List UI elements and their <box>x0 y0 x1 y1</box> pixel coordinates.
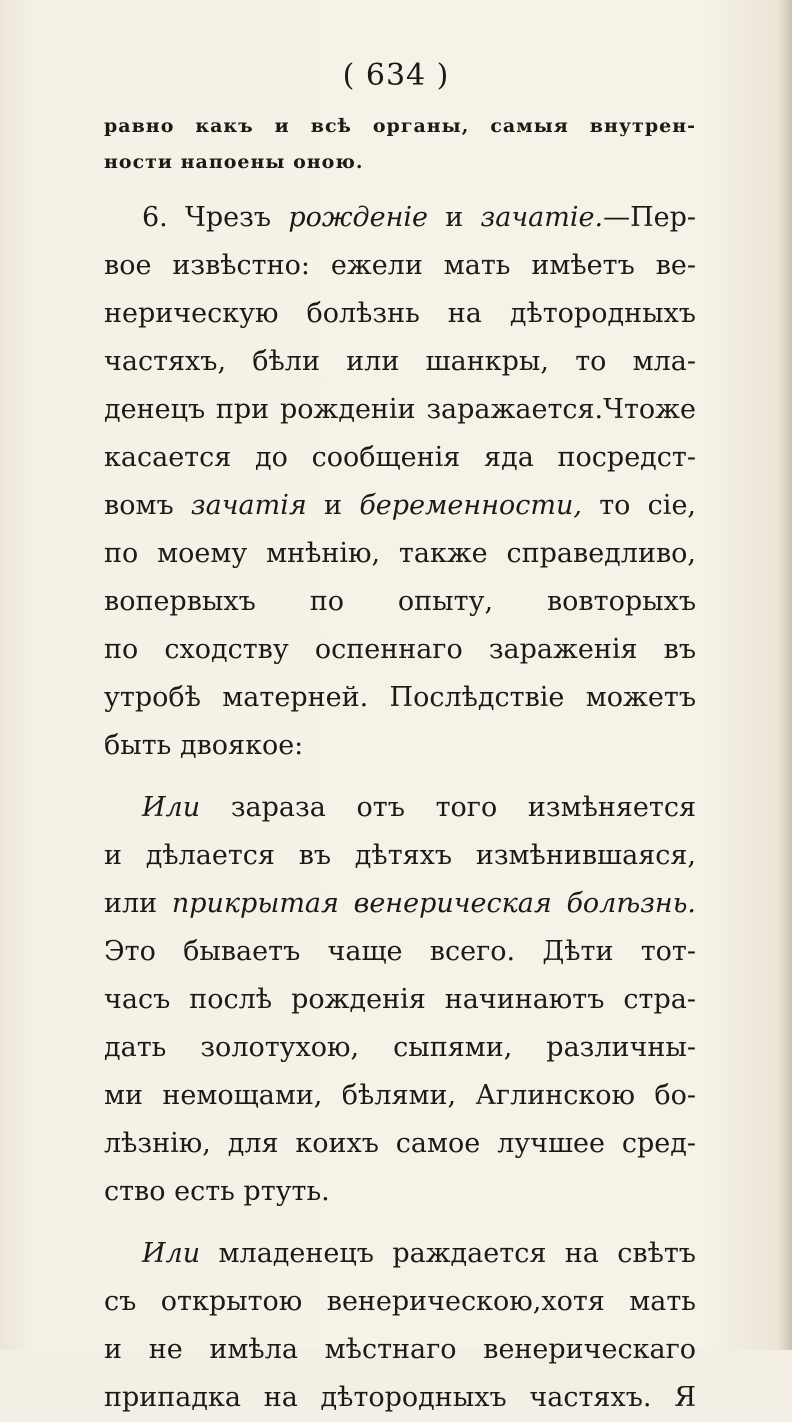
text-segment: ности напоены оною. <box>104 151 364 173</box>
italic-phrase: беременности, <box>359 490 582 521</box>
paragraph-gap <box>104 180 696 194</box>
text-line <box>104 1168 696 1216</box>
text-segment: младенецъ раждается на свѣтъ <box>200 1238 696 1269</box>
text-segment: вомъ <box>104 490 191 521</box>
text-segment: денецъ при рожденіи заражается.Чтоже <box>104 394 696 425</box>
text-segment: вое извѣстно: ежели мать имѣетъ ве- <box>104 250 696 281</box>
text-segment: то сіе, <box>581 490 697 521</box>
text-line <box>104 434 696 482</box>
text-line <box>104 386 696 434</box>
text-segment: равно какъ и всѣ органы, самыя внутрен- <box>104 115 696 137</box>
text-line <box>104 144 696 180</box>
text-line <box>104 194 696 242</box>
text-segment: быть двоякое: <box>104 730 304 761</box>
text-segment: —Пер- <box>603 202 696 233</box>
text-segment: дать золотухою, сыпями, различны- <box>104 1032 696 1063</box>
text-segment: зараза отъ того измѣняется <box>200 792 696 823</box>
text-segment: вопервыхъ по опыту, вовторыхъ <box>104 586 696 617</box>
text-line <box>104 1326 696 1374</box>
text-line <box>104 626 696 674</box>
text-segment: Это бываетъ чаще всего. Дѣти тот- <box>104 936 696 967</box>
body-text <box>104 108 696 1422</box>
text-segment: и дѣлается въ дѣтяхъ измѣнившаяся, <box>104 840 696 871</box>
text-line <box>104 976 696 1024</box>
text-line <box>104 108 696 144</box>
paragraph-gap <box>104 1216 696 1230</box>
italic-phrase: рожденіе <box>288 202 429 233</box>
text-segment: по моему мнѣнію, также справедливо, <box>104 538 696 569</box>
text-line <box>104 832 696 880</box>
text-line <box>104 1374 696 1422</box>
text-segment: частяхъ, бѣли или шанкры, то мла- <box>104 346 696 377</box>
text-segment: часъ послѣ рожденія начинаютъ стра- <box>104 984 696 1015</box>
text-segment: и не имѣла мѣстнаго венерическаго <box>104 1334 696 1365</box>
text-line <box>104 1278 696 1326</box>
text-segment: ми немощами, бѣлями, Аглинскою бо- <box>104 1080 696 1111</box>
italic-phrase: прикрытая венерическая болѣзнь. <box>171 888 696 919</box>
text-segment: 6. Чрезъ <box>142 202 289 233</box>
text-line <box>104 338 696 386</box>
text-segment: съ открытою венерическою,хотя мать <box>104 1286 696 1317</box>
italic-phrase: зачатіе. <box>480 202 604 233</box>
text-line <box>104 530 696 578</box>
text-line <box>104 1120 696 1168</box>
text-line <box>104 1072 696 1120</box>
text-line <box>104 722 696 770</box>
text-segment: и <box>428 202 481 233</box>
text-line <box>104 674 696 722</box>
text-line <box>104 928 696 976</box>
text-segment: припадка на дѣтородныхъ частяхъ. Я <box>104 1382 696 1413</box>
text-line <box>104 578 696 626</box>
italic-phrase: зачатія <box>190 490 307 521</box>
text-line <box>104 242 696 290</box>
page-edge-shadow <box>778 0 792 1350</box>
text-segment: и <box>306 490 360 521</box>
page-number: ( 634 ) <box>342 58 450 93</box>
text-segment: касается до сообщенія яда посредст- <box>104 442 696 473</box>
italic-phrase: Или <box>142 1238 201 1269</box>
text-segment: по сходству оспеннаго зараженія въ <box>104 634 696 665</box>
paragraph-gap <box>104 770 696 784</box>
text-line <box>104 482 696 530</box>
text-line <box>104 1024 696 1072</box>
text-line <box>104 290 696 338</box>
text-line <box>104 784 696 832</box>
text-line <box>104 880 696 928</box>
text-segment: или <box>104 888 172 919</box>
text-line <box>104 1230 696 1278</box>
text-segment: утробѣ матерней. Послѣдствіе можетъ <box>104 682 696 713</box>
text-segment: ство есть ртуть. <box>104 1176 330 1207</box>
italic-phrase: Или <box>142 792 201 823</box>
text-segment: нерическую болѣзнь на дѣтородныхъ <box>104 298 696 329</box>
text-segment: лѣзнію, для коихъ самое лучшее сред- <box>104 1128 696 1159</box>
